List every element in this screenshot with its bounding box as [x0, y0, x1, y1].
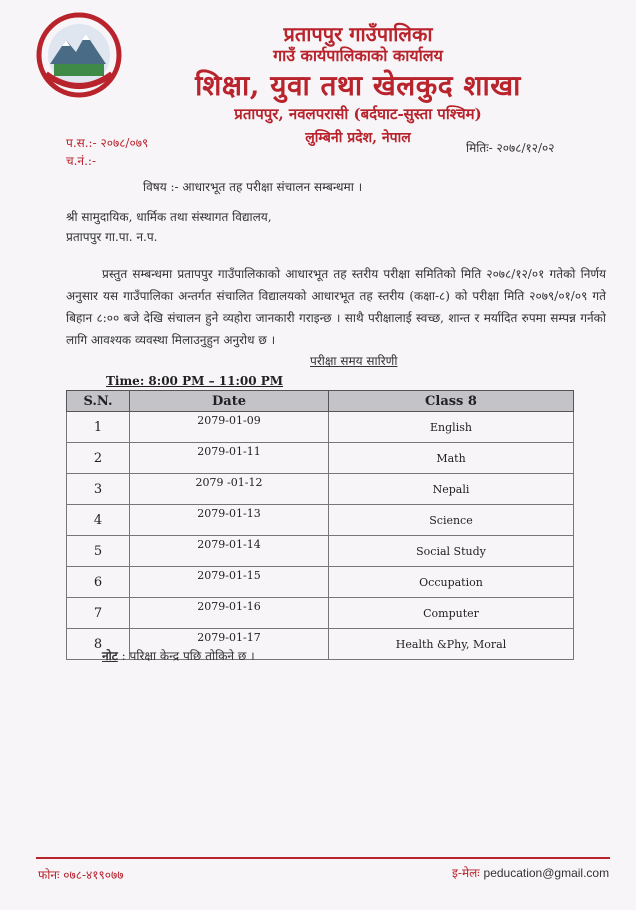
row-date: 2079-01-14	[130, 536, 329, 567]
table-row	[67, 567, 574, 598]
row-sn: 6	[67, 567, 130, 598]
letterhead-municipality: प्रतापपुर गाउँपालिका	[283, 22, 433, 46]
dispatch-number: च.नं.:-	[66, 154, 97, 168]
row-date: 2079-01-16	[130, 598, 329, 629]
row-subject: Computer	[329, 598, 574, 629]
schedule-title: परीक्षा समय सारिणी	[310, 354, 398, 368]
row-subject: English	[329, 412, 574, 443]
row-date: 2079-01-09	[130, 412, 329, 443]
row-date: 2079-01-11	[130, 443, 329, 474]
row-sn: 3	[67, 474, 130, 505]
table-header-row	[67, 391, 574, 412]
row-subject: Nepali	[329, 474, 574, 505]
table-row	[67, 536, 574, 567]
recipient-line-2: प्रतापपुर गा.पा. न.प.	[66, 230, 158, 244]
letterhead-address: प्रतापपुर, नवलपरासी (बर्दघाट-सुस्ता पश्चिम)	[234, 105, 482, 123]
header-sn: S.N.	[67, 391, 130, 412]
footer-phone: फोनः ०७८-४१९०७७	[38, 868, 124, 882]
reference-number: प.स.:- २०७८/०७९	[66, 136, 149, 150]
table-row	[67, 598, 574, 629]
recipient-line-1: श्री सामुदायिक, धार्मिक तथा संस्थागत विद्यालय,	[66, 210, 272, 224]
footer-divider	[36, 857, 610, 859]
table-row	[67, 443, 574, 474]
exam-schedule-table	[66, 390, 574, 660]
row-date: 2079-01-15	[130, 567, 329, 598]
letter-date: मितिः- २०७८/१२/०२	[466, 141, 555, 155]
row-sn: 5	[67, 536, 130, 567]
header-date: Date	[130, 391, 329, 412]
exam-time: Time: 8:00 PM – 11:00 PM	[106, 374, 284, 388]
row-subject: Science	[329, 505, 574, 536]
row-subject: Math	[329, 443, 574, 474]
row-sn: 2	[67, 443, 130, 474]
email-address: peducation@gmail.com	[483, 866, 610, 880]
note-text: : परिक्षा केन्द्र पछि तोकिने छ ।	[121, 649, 255, 663]
letter-subject: विषय :- आधारभूत तह परीक्षा संचालन सम्बन्धमा ।	[143, 180, 363, 194]
row-sn: 1	[67, 412, 130, 443]
header-class: Class 8	[329, 391, 574, 412]
row-date: 2079 -01-12	[130, 474, 329, 505]
row-sn: 7	[67, 598, 130, 629]
letterhead-office: गाउँ कार्यपालिकाको कार्यालय	[273, 46, 443, 65]
email-label: इ-मेलः	[452, 866, 480, 880]
note	[102, 647, 255, 664]
row-subject: Social Study	[329, 536, 574, 567]
letter-body: प्रस्तुत सम्बन्धमा प्रतापपुर गाउँपालिकाको आधारभूत तह स्तरीय परीक्षा समितिको मिति २०७८/१२/०१ गतेको निर्णय अनुसार यस गाउँपालिका अन्तर्गत संचालित विद्यालयको आधारभूत तह स्तरीय (कक्षा-८) को परीक्षा मिति २०७९/०१/०९ गते बिहान ८:०० बजे देखि संचालन हुने व्यहोरा जानकारी गराइन्छ । साथै परीक्षालाई स्वच्छ, शान्त र मर्यादित रुपमा सम्पन्न गर्नको लागि आवश्यक व्यवस्था मिलाउनुहुन अनुरोध छ ।	[66, 267, 606, 347]
note-label: नोट	[102, 649, 118, 663]
table-row	[67, 412, 574, 443]
row-subject: Occupation	[329, 567, 574, 598]
footer-email	[452, 864, 609, 881]
letterhead-section: शिक्षा, युवा तथा खेलकुद शाखा	[195, 69, 521, 102]
row-date: 2079-01-17	[130, 629, 329, 660]
letterhead-province: लुम्बिनी प्रदेश, नेपाल	[305, 130, 411, 146]
row-subject: Health &Phy, Moral	[329, 629, 574, 660]
row-sn: 4	[67, 505, 130, 536]
row-sn: 8	[67, 629, 130, 660]
table-row	[67, 474, 574, 505]
row-date: 2079-01-13	[130, 505, 329, 536]
table-row	[67, 505, 574, 536]
